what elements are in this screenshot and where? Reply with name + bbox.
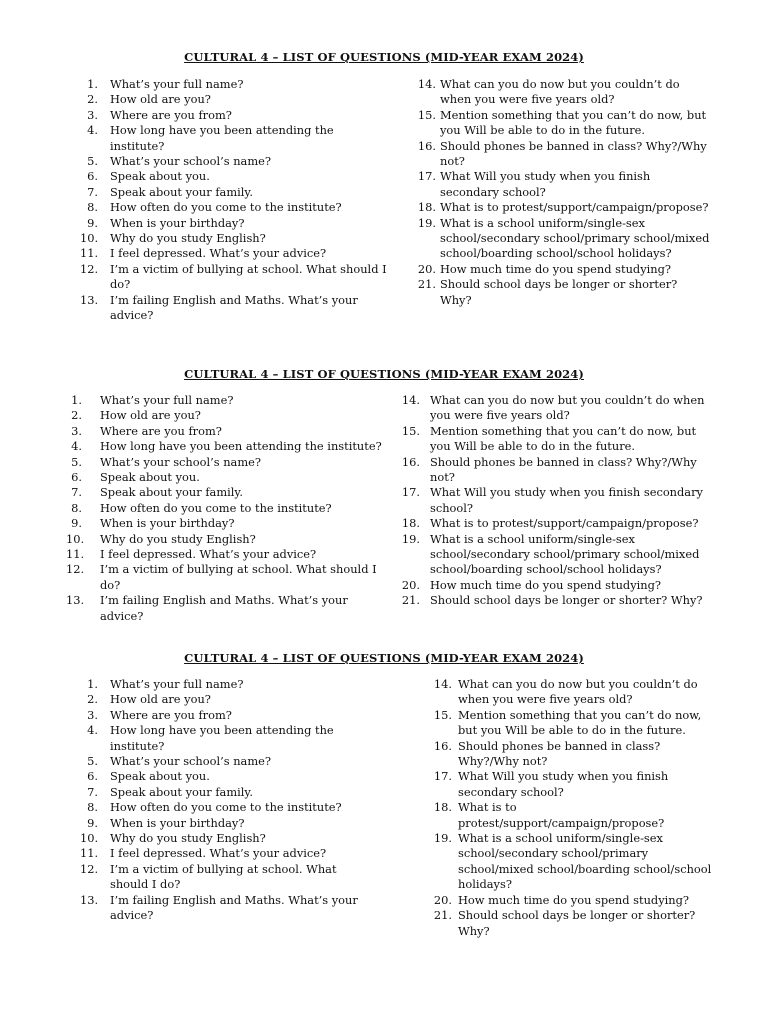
question-number: 10. xyxy=(80,831,99,846)
question-item xyxy=(80,816,370,831)
question-number: 8. xyxy=(87,200,98,215)
question-item xyxy=(66,485,386,500)
question-text: What is a school uniform/single-sex school/secondary school/primary school/mixed school/boarding school/school holidays? xyxy=(458,831,712,892)
question-text: What is to protest/support/campaign/propose? xyxy=(430,516,699,531)
question-number: 20. xyxy=(401,577,420,592)
question-text: Speak about you. xyxy=(110,769,210,784)
question-text: How often do you come to the institute? xyxy=(100,500,332,515)
question-item xyxy=(398,578,716,593)
question-item xyxy=(80,200,390,215)
question-text: What’s your school’s name? xyxy=(110,754,271,769)
question-number: 11. xyxy=(80,846,99,861)
question-number: 20. xyxy=(433,892,452,907)
question-item xyxy=(66,501,386,516)
question-text: I’m a victim of bullying at school. What should I do? xyxy=(110,261,387,292)
question-text: I’m failing English and Maths. What’s your advice? xyxy=(100,593,348,623)
question-number: 18. xyxy=(433,800,452,815)
question-number: 17. xyxy=(433,769,452,784)
question-text: What’s your full name? xyxy=(110,677,244,691)
question-text: How much time do you spend studying? xyxy=(458,892,690,907)
question-number: 1. xyxy=(87,77,98,91)
question-item xyxy=(80,231,390,246)
question-item xyxy=(80,831,370,846)
question-text: Speak about your family. xyxy=(100,485,243,500)
question-number: 6. xyxy=(71,470,82,485)
question-text: Speak about your family. xyxy=(110,784,253,799)
question-number: 13. xyxy=(66,593,85,608)
question-item xyxy=(80,169,390,184)
question-text: How often do you come to the institute? xyxy=(110,800,342,815)
question-number: 11. xyxy=(66,547,85,562)
question-item xyxy=(398,516,716,531)
question-number: 15. xyxy=(401,423,420,438)
question-item xyxy=(80,692,370,707)
question-item xyxy=(428,908,714,939)
question-item xyxy=(80,262,390,293)
question-item xyxy=(80,77,390,92)
question-number: 4. xyxy=(87,123,98,138)
question-number: 20. xyxy=(417,261,436,276)
sheet-title: CULTURAL 4 – LIST OF QUESTIONS (MID-YEAR EXAM 2024) xyxy=(184,651,584,665)
question-text: What Will you study when you finish secondary school? xyxy=(458,769,669,799)
question-number: 4. xyxy=(87,723,98,738)
question-item xyxy=(80,216,390,231)
question-number: 19. xyxy=(401,531,420,546)
question-text: What Will you study when you finish secondary school? xyxy=(430,485,703,515)
question-text: Why do you study English? xyxy=(110,831,266,846)
question-text: I’m a victim of bullying at school. What should I do? xyxy=(100,562,377,592)
question-text: What is to protest/support/campaign/propose? xyxy=(458,800,665,830)
question-text: I’m a victim of bullying at school. What should I do? xyxy=(110,861,337,892)
question-item xyxy=(410,200,710,215)
question-item xyxy=(398,593,716,608)
question-text: When is your birthday? xyxy=(100,516,235,531)
question-item xyxy=(398,455,716,486)
question-number: 12. xyxy=(80,861,99,876)
question-number: 16. xyxy=(401,454,420,469)
question-text: Speak about you. xyxy=(110,169,210,184)
question-item xyxy=(80,246,390,261)
question-item xyxy=(66,516,386,531)
question-text: Should school days be longer or shorter? Why? xyxy=(430,593,703,608)
question-text: Should school days be longer or shorter? Why? xyxy=(440,277,678,307)
question-number: 2. xyxy=(87,92,98,107)
question-number: 7. xyxy=(87,184,98,199)
question-number: 15. xyxy=(433,707,452,722)
question-number: 14. xyxy=(417,77,436,91)
question-number: 3. xyxy=(87,707,98,722)
question-item xyxy=(66,470,386,485)
question-number: 3. xyxy=(71,423,82,438)
question-number: 11. xyxy=(80,246,99,261)
question-number: 16. xyxy=(433,738,452,753)
question-text: I’m failing English and Maths. What’s your advice? xyxy=(110,292,358,323)
sheet-title: CULTURAL 4 – LIST OF QUESTIONS (MID-YEAR EXAM 2024) xyxy=(184,50,584,64)
question-text: Speak about you. xyxy=(100,470,200,485)
question-text: What is to protest/support/campaign/propose? xyxy=(440,200,709,215)
question-item xyxy=(398,532,716,578)
question-item xyxy=(410,277,710,308)
question-item xyxy=(410,262,710,277)
question-item xyxy=(80,677,370,692)
question-number: 5. xyxy=(71,454,82,469)
question-text: Where are you from? xyxy=(110,107,232,122)
question-number: 21. xyxy=(401,593,420,608)
question-number: 9. xyxy=(87,815,98,830)
question-number: 9. xyxy=(87,215,98,230)
question-number: 5. xyxy=(87,754,98,769)
question-text: How long have you been attending the institute? xyxy=(110,723,334,753)
question-text: What’s your full name? xyxy=(100,393,234,407)
question-number: 21. xyxy=(433,908,452,923)
question-text: I feel depressed. What’s your advice? xyxy=(100,547,317,562)
question-item xyxy=(80,862,370,893)
question-item xyxy=(66,547,386,562)
question-list-left xyxy=(66,393,386,624)
question-item xyxy=(80,893,370,924)
question-text: Where are you from? xyxy=(100,423,222,438)
question-text: Should phones be banned in class? Why?/Why not? xyxy=(430,454,697,485)
question-item xyxy=(80,754,370,769)
question-text: What’s your school’s name? xyxy=(100,454,261,469)
question-item xyxy=(428,708,714,739)
question-number: 8. xyxy=(71,500,82,515)
question-item xyxy=(66,562,386,593)
question-item xyxy=(428,769,714,800)
question-text: How much time do you spend studying? xyxy=(440,261,672,276)
question-text: When is your birthday? xyxy=(110,815,245,830)
question-number: 10. xyxy=(80,231,99,246)
question-item xyxy=(80,108,390,123)
question-item xyxy=(410,108,710,139)
question-number: 14. xyxy=(433,677,452,691)
question-item xyxy=(398,485,716,516)
question-list-right xyxy=(398,393,716,609)
question-text: Should phones be banned in class? Why?/Why not? xyxy=(458,738,661,769)
question-item xyxy=(66,455,386,470)
question-item xyxy=(428,893,714,908)
question-text: Should school days be longer or shorter? Why? xyxy=(458,908,696,938)
question-item xyxy=(80,785,370,800)
question-number: 19. xyxy=(417,215,436,230)
question-item xyxy=(410,169,710,200)
question-text: What Will you study when you finish secondary school? xyxy=(440,169,651,199)
question-item xyxy=(428,739,714,770)
question-item xyxy=(66,393,386,408)
question-item xyxy=(410,216,710,262)
question-list-left xyxy=(80,677,370,924)
question-item xyxy=(80,92,390,107)
question-item xyxy=(80,123,390,154)
question-number: 5. xyxy=(87,154,98,169)
question-item xyxy=(80,769,370,784)
question-number: 8. xyxy=(87,800,98,815)
question-item xyxy=(398,393,716,424)
question-item xyxy=(428,677,714,708)
question-number: 17. xyxy=(417,169,436,184)
question-text: Mention something that you can’t do now, but you Will be able to do in the future. xyxy=(440,107,707,138)
question-item xyxy=(66,532,386,547)
question-number: 1. xyxy=(87,677,98,691)
question-item xyxy=(80,293,390,324)
question-number: 13. xyxy=(80,892,99,907)
question-item xyxy=(80,154,390,169)
question-number: 21. xyxy=(417,277,436,292)
question-item xyxy=(398,424,716,455)
question-number: 6. xyxy=(87,169,98,184)
question-text: What’s your school’s name? xyxy=(110,154,271,169)
question-text: What can you do now but you couldn’t do when you were five years old? xyxy=(458,677,698,707)
question-text: When is your birthday? xyxy=(110,215,245,230)
question-text: Should phones be banned in class? Why?/Why not? xyxy=(440,138,707,169)
question-text: Why do you study English? xyxy=(100,531,256,546)
question-text: How long have you been attending the institute? xyxy=(100,439,382,454)
question-item xyxy=(66,593,386,624)
question-number: 9. xyxy=(71,516,82,531)
question-text: How long have you been attending the institute? xyxy=(110,123,334,153)
question-number: 17. xyxy=(401,485,420,500)
question-number: 7. xyxy=(71,485,82,500)
question-item xyxy=(410,139,710,170)
question-text: I feel depressed. What’s your advice? xyxy=(110,246,327,261)
question-number: 3. xyxy=(87,107,98,122)
question-text: How old are you? xyxy=(100,408,201,423)
question-number: 12. xyxy=(80,261,99,276)
question-number: 2. xyxy=(71,408,82,423)
question-list-right xyxy=(410,77,710,308)
question-text: Speak about your family. xyxy=(110,184,253,199)
question-text: Mention something that you can’t do now, but you Will be able to do in the future. xyxy=(458,707,702,738)
question-item xyxy=(66,424,386,439)
question-text: How old are you? xyxy=(110,692,211,707)
question-item xyxy=(428,831,714,893)
question-text: What can you do now but you couldn’t do when you were five years old? xyxy=(440,77,680,107)
question-text: I feel depressed. What’s your advice? xyxy=(110,846,327,861)
question-text: Where are you from? xyxy=(110,707,232,722)
question-text: What can you do now but you couldn’t do when you were five years old? xyxy=(430,393,705,423)
question-text: What is a school uniform/single-sex school/secondary school/primary school/mixed school/boarding school/school holidays? xyxy=(440,215,710,261)
question-number: 6. xyxy=(87,769,98,784)
question-list-right xyxy=(428,677,714,939)
question-number: 13. xyxy=(80,292,99,307)
question-number: 18. xyxy=(401,516,420,531)
question-number: 1. xyxy=(71,393,82,407)
question-list-left xyxy=(80,77,390,324)
question-number: 12. xyxy=(66,562,85,577)
question-number: 10. xyxy=(66,531,85,546)
question-item xyxy=(428,800,714,831)
question-number: 4. xyxy=(71,439,82,454)
question-number: 15. xyxy=(417,107,436,122)
question-text: How old are you? xyxy=(110,92,211,107)
question-text: How much time do you spend studying? xyxy=(430,577,662,592)
question-number: 2. xyxy=(87,692,98,707)
question-item xyxy=(80,185,390,200)
question-number: 14. xyxy=(401,393,420,407)
sheet-title: CULTURAL 4 – LIST OF QUESTIONS (MID-YEAR EXAM 2024) xyxy=(184,367,584,381)
question-text: I’m failing English and Maths. What’s your advice? xyxy=(110,892,358,923)
question-number: 7. xyxy=(87,784,98,799)
question-text: Mention something that you can’t do now, but you Will be able to do in the future. xyxy=(430,423,697,454)
question-item xyxy=(80,846,370,861)
question-item xyxy=(410,77,710,108)
question-number: 18. xyxy=(417,200,436,215)
question-number: 16. xyxy=(417,138,436,153)
question-text: What’s your full name? xyxy=(110,77,244,91)
question-number: 19. xyxy=(433,831,452,846)
question-item xyxy=(80,708,370,723)
question-item xyxy=(66,439,386,454)
question-item xyxy=(66,408,386,423)
question-item xyxy=(80,723,370,754)
question-item xyxy=(80,800,370,815)
question-text: Why do you study English? xyxy=(110,231,266,246)
question-text: How often do you come to the institute? xyxy=(110,200,342,215)
question-text: What is a school uniform/single-sex school/secondary school/primary school/mixed school/boarding school/school holidays? xyxy=(430,531,700,577)
